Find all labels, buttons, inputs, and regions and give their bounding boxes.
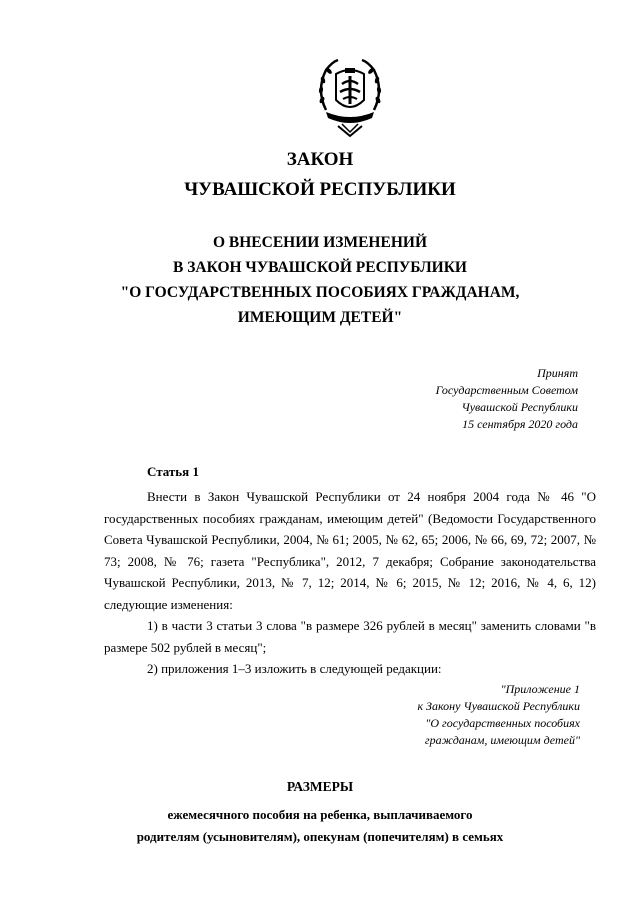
heading-line3: "О ГОСУДАРСТВЕННЫХ ПОСОБИЯХ ГРАЖДАНАМ, [120, 284, 520, 301]
sizes-title: РАЗМЕРЫ [286, 779, 354, 794]
law-title-line1: ЗАКОН [286, 149, 354, 170]
sizes-subtitle-line2: родителям (усыновителям), опекунам (попечителям) в семьях [136, 829, 504, 844]
appendix-note [417, 681, 580, 749]
law-title-line2: ЧУВАШСКОЙ РЕСПУБЛИКИ [184, 179, 456, 200]
sizes-subtitle-line1: ежемесячного пособия на ребенка, выплачиваемого [167, 807, 473, 822]
heading-line1: О ВНЕСЕНИИ ИЗМЕНЕНИЙ [212, 234, 427, 251]
heading-line2: В ЗАКОН ЧУВАШСКОЙ РЕСПУБЛИКИ [173, 259, 467, 276]
appendix-line2: к Закону Чувашской Республики [417, 699, 580, 713]
appendix-line1: "Приложение 1 [500, 682, 580, 696]
adoption-date: 15 сентября 2020 года [462, 417, 578, 431]
heading-line4: ИМЕЮЩИМ ДЕТЕЙ" [237, 309, 403, 326]
article-paragraph: Внести в Закон Чувашской Республики от 24 ноября 2004 года № 46 "О государственных пособиях гражданам, имеющим детей" (Ведомости Государственного Совета Чувашской Республики, 2004, № 61; 2005, № 62, 65; 2006, № 66, 69, 72; 2007, № 73; 2008, № 76; газета "Республика", 2012, 7 декабря; Собрание законодательства Чувашской Республики, 2013, № 7, 12; 2014, № 6; 2015, № 12; 2016, № 4, 6, 12) следующие изменения: [104, 489, 596, 612]
appendix-line4: гражданам, имеющим детей" [424, 733, 580, 747]
adoption-note [436, 365, 578, 433]
article-body [104, 486, 596, 680]
article-title: Статья 1 [147, 464, 199, 479]
adoption-line2: Государственным Советом [435, 383, 578, 397]
appendix-line3: "О государственных пособиях [425, 716, 580, 730]
article-item-1: 1) в части 3 статьи 3 слова "в размере 326 рублей в месяц" заменить словами "в размере 502 рублей в месяц"; [104, 618, 596, 655]
article-item-2: 2) приложения 1–3 изложить в следующей редакции: [147, 661, 442, 676]
adoption-line3: Чувашской Республики [461, 400, 578, 414]
adoption-line1: Принят [537, 366, 578, 380]
sizes-subtitle [60, 804, 580, 848]
chuvash-coat-of-arms-icon [312, 52, 388, 138]
